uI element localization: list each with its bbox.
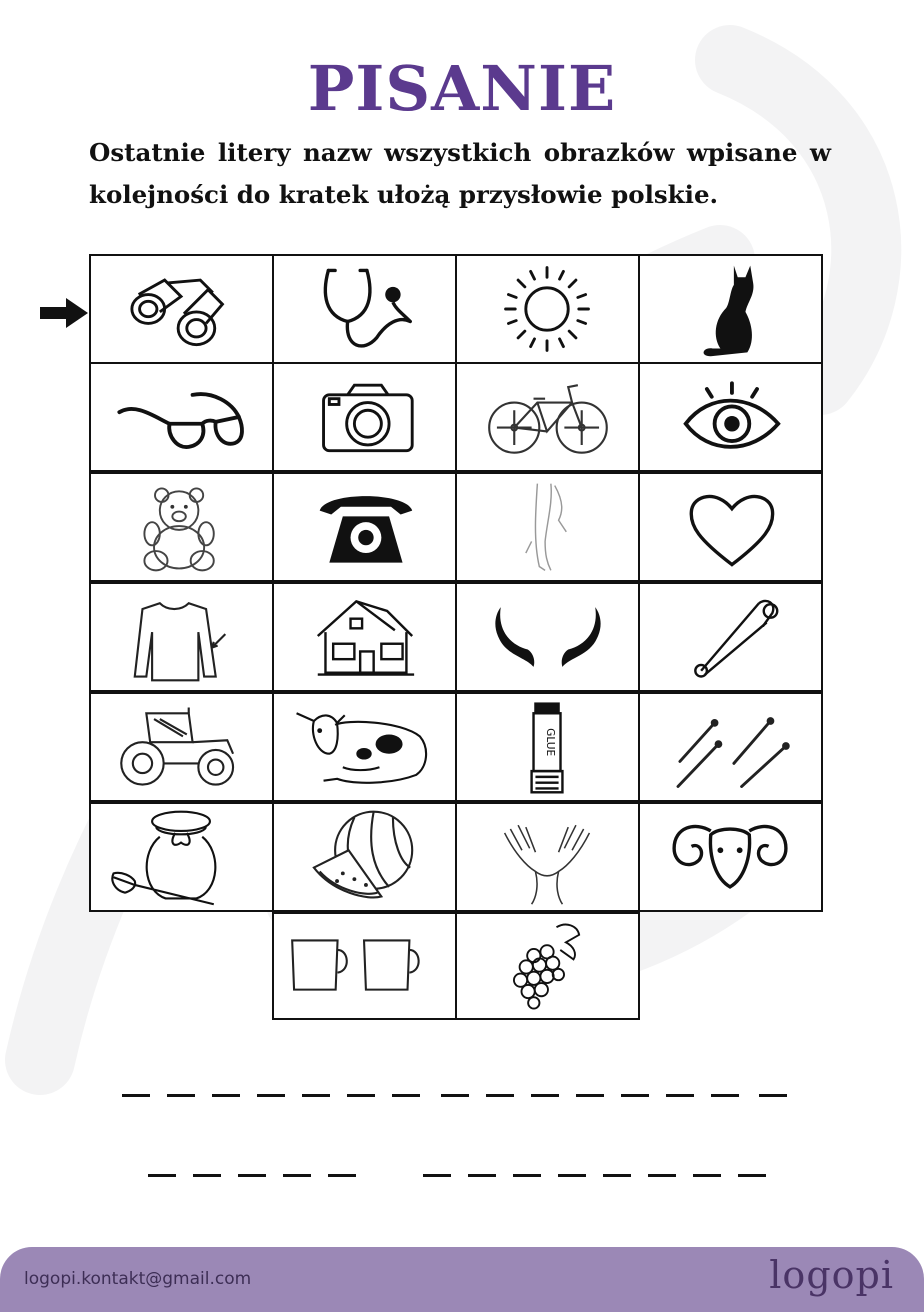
sun-icon xyxy=(457,256,638,362)
cell-legs xyxy=(455,472,640,582)
cell-mugs xyxy=(272,912,457,1020)
cell-telephone xyxy=(272,472,457,582)
horns-icon xyxy=(457,584,638,690)
mugs-icon xyxy=(274,914,455,1018)
hands-icon xyxy=(457,804,638,910)
cow-icon xyxy=(274,694,455,800)
answer-word-2 xyxy=(441,1094,756,1097)
glue-stick-icon xyxy=(457,694,638,800)
cell-watermelon xyxy=(272,802,457,912)
eye-icon xyxy=(640,364,821,470)
cell-horns xyxy=(455,582,640,692)
glasses-icon xyxy=(91,364,272,470)
ram-icon xyxy=(640,804,821,910)
cell-house xyxy=(272,582,457,692)
footer-bar xyxy=(0,1247,924,1312)
logo: logopi xyxy=(769,1253,894,1297)
stethoscope-icon xyxy=(274,256,455,362)
sweater-icon xyxy=(91,584,272,690)
cell-tractor xyxy=(89,692,274,802)
glue-label: GLUE xyxy=(544,728,557,757)
answer-word-5 xyxy=(423,1174,783,1177)
arrow-right-icon xyxy=(38,296,90,330)
cat-icon xyxy=(640,256,821,362)
cell-honey-jar xyxy=(89,802,274,912)
page-title: PISANIE xyxy=(307,52,617,125)
instruction-text: Ostatnie litery nazw wszystkich obrazków wpisane w kolejności do kratek ułożą przysłowie polskie. xyxy=(89,138,831,209)
cell-raspberry xyxy=(455,912,640,1020)
honey-jar-icon xyxy=(91,804,272,910)
teddy-bear-icon xyxy=(91,474,272,580)
contact-email[interactable]: logopi.kontakt@gmail.com xyxy=(24,1269,252,1289)
cell-ram xyxy=(638,802,823,912)
cell-stethoscope xyxy=(272,254,457,364)
cell-sweater xyxy=(89,582,274,692)
cell-cat xyxy=(638,254,823,364)
cell-safety-pin xyxy=(638,582,823,692)
cell-bicycle xyxy=(455,362,640,472)
tractor-icon xyxy=(91,694,272,800)
cell-nails xyxy=(638,692,823,802)
cell-glue-stick xyxy=(455,692,640,802)
cell-cow xyxy=(272,692,457,802)
legs-icon xyxy=(457,474,638,580)
camera-icon xyxy=(274,364,455,470)
answer-word-3 xyxy=(759,1094,804,1097)
raspberry-icon xyxy=(457,914,638,1018)
cell-glasses xyxy=(89,362,274,472)
cell-camera xyxy=(272,362,457,472)
safety-pin-icon xyxy=(640,584,821,690)
nails-icon xyxy=(640,694,821,800)
house-icon xyxy=(274,584,455,690)
telephone-icon xyxy=(274,474,455,580)
binoculars-icon xyxy=(91,256,272,362)
cell-eye xyxy=(638,362,823,472)
bicycle-icon xyxy=(457,364,638,470)
cell-binoculars xyxy=(89,254,274,364)
answer-word-1 xyxy=(122,1094,437,1097)
cell-heart xyxy=(638,472,823,582)
cell-teddy-bear xyxy=(89,472,274,582)
answer-word-4 xyxy=(148,1174,373,1177)
watermelon-icon xyxy=(274,804,455,910)
cell-hands xyxy=(455,802,640,912)
heart-icon xyxy=(640,474,821,580)
cell-sun xyxy=(455,254,640,364)
